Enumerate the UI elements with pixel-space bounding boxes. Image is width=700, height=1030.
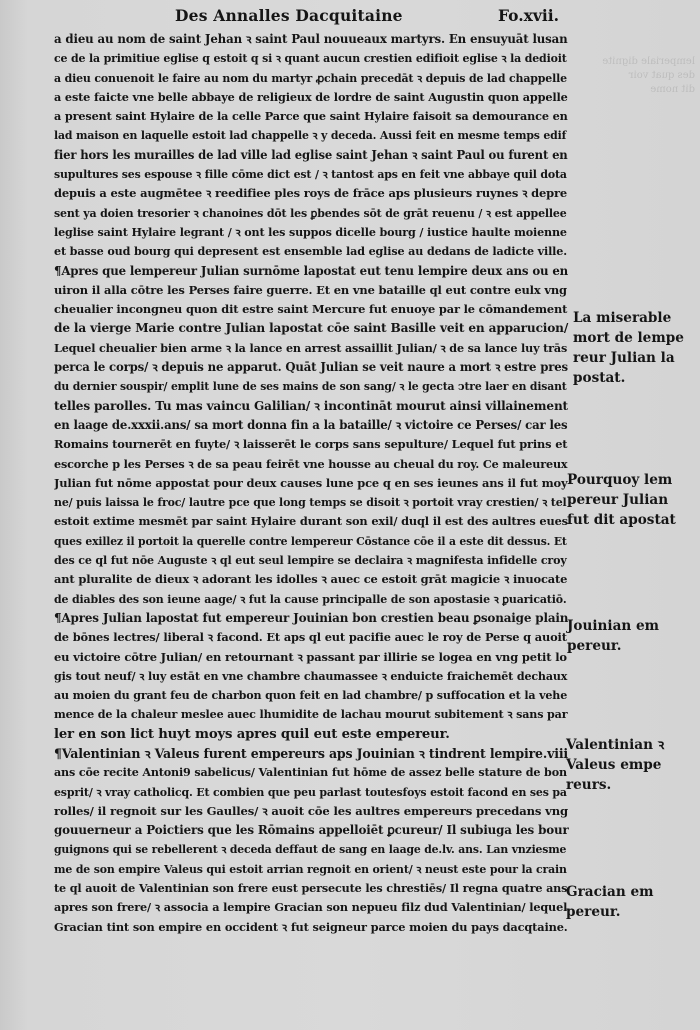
text-line: a dieu conuenoit le faire au nom du martyr ꝓchain precedāt ꝛ depuis de lad chappelle <box>54 71 567 85</box>
text-line: a este faicte vne belle abbaye de religieux de lordre de saint Augustin quon appelle <box>54 89 568 104</box>
margin-note-line: Gracian em <box>566 884 654 900</box>
margin-note-line: pereur Julian <box>567 492 669 508</box>
text-line: escorche p les Perses ꝛ de sa peau feirēt vne housse au cheual du roy. Ce maleureux <box>54 456 568 471</box>
running-title: Des Annalles Dacquitaine <box>175 6 403 25</box>
margin-note-line: pereur. <box>567 638 622 654</box>
text-line: et basse oud bourg qui depresent est ensemble lad eglise au dedans de ladicte ville. <box>54 245 567 259</box>
text-line: de diables des son ieune aage/ ꝛ fut la cause principalle de son apostasie ꝛ ꝑuaricatiō. <box>54 592 567 606</box>
text-line: de bōnes lectres/ liberal ꝛ facond. Et aps ql eut pacifie auec le roy de Perse q auoit <box>54 630 567 645</box>
text-line: Romains tournerēt en fuyte/ ꝛ laisserēt le corps sans sepulture/ Lequel fut prins et <box>54 437 568 452</box>
text-line: a present saint Hylaire de la celle Parce que saint Hylaire faisoit sa demourance en <box>54 109 568 124</box>
text-line: ne/ puis laissa le froc/ lautre pce que long temps se disoit ꝛ portoit vray crestien/ ꝛ tel <box>54 496 567 510</box>
text-line: ler en son lict huyt moys apres quil eut este empereur. <box>54 726 450 742</box>
text-line: leglise saint Hylaire legrant / ꝛ ont les suppos dicelle bourg / iustice haulte moienne <box>54 225 567 239</box>
margin-note-line: La miserable <box>573 310 672 326</box>
text-line: ans cōe recite Antoni9 sabelicus/ Valentinian fut hōme de assez belle stature de bon <box>54 766 567 780</box>
text-line: a dieu au nom de saint Jehan ꝛ saint Paul nouueaux martyrs. En ensuyuāt lusan <box>54 32 568 46</box>
margin-note-valentinian <box>566 735 686 795</box>
text-line: de la vierge Marie contre Julian lapostat cōe saint Basille veit en apparucion/ <box>54 321 569 336</box>
text-line: perca le corps/ ꝛ depuis ne apparut. Quāt Julian se veit naure a mort ꝛ estre pres <box>54 360 568 375</box>
main-text-column <box>54 30 569 937</box>
text-line: apres son frere/ ꝛ associa a lempire Gracian son nepueu filz dud Valentinian/ lequel <box>54 900 568 915</box>
text-line: supultures ses espouse ꝛ fille cōme dict est / ꝛ tantost aps en feit vne abbaye quil dota <box>54 168 567 182</box>
margin-note-line: reur Julian la <box>573 350 675 366</box>
text-line: ques exillez il portoit la querelle contre lempereur Cōstance cōe il a este dit dessus. Et <box>54 534 567 548</box>
margin-note-line: Valentinian ꝛ <box>566 737 665 753</box>
text-line: du dernier souspir/ emplit lune de ses mains de son sang/ ꝛ le gecta ↄtre laer en disant <box>54 380 567 394</box>
margin-note-line: Valeus empe <box>566 757 662 773</box>
margin-note-line: Jouinian em <box>567 618 660 634</box>
text-line: sent ya doien tresorier ꝛ chanoines dōt les ꝑbendes sōt de grāt reuenu / ꝛ est appellee <box>54 206 567 220</box>
margin-note-gratian <box>566 882 686 922</box>
text-line: gis tout neuf/ ꝛ luy estāt en vne chambre chaumassee ꝛ enduicte fraichemēt dechaux <box>54 669 568 683</box>
text-line: depuis a este augmētee ꝛ reedifiee ples roys de frāce aps plusieurs ruynes ꝛ depre <box>54 186 568 201</box>
text-line: des ce ql fut nōe Auguste ꝛ ql eut seul lempire se declaira ꝛ magnifesta infidelle croy <box>54 554 567 568</box>
text-line: Lequel cheualier bien arme ꝛ la lance en arrest assaillit Julian/ ꝛ de sa lance luy trās <box>54 341 568 355</box>
text-line: ¶Valentinian ꝛ Valeus furent empereurs aps Jouinian ꝛ tindrent lempire.viii <box>54 745 569 761</box>
text-line: esprit/ ꝛ vray catholicq. Et combien que peu parlast toutesfoys estoit facond en ses pa <box>54 785 567 799</box>
text-line: ce de la primitiue eglise q estoit q si ꝛ quant aucun crestien edifioit eglise ꝛ la dedioit <box>54 52 567 66</box>
text-line: ¶Apres que lempereur Julian surnōme lapostat eut tenu lempire deux ans ou en <box>54 263 569 278</box>
text-line: ¶Apres Julian lapostat fut empereur Jouinian bon crestien beau ꝑsonaige plain <box>54 610 569 625</box>
margin-note-line: reurs. <box>566 777 612 793</box>
text-line: ant pluralite de dieux ꝛ adorant les idolles ꝛ auec ce estoit grāt magicie ꝛ inuocate <box>54 572 568 587</box>
text-line: au moien du grant feu de charbon quon feit en lad chambre/ p suffocation et la vehe <box>54 689 568 703</box>
text-line: gouuerneur a Poictiers que les Rōmains appelloiēt ꝑcureur/ Il subiuga les bour <box>54 823 569 838</box>
margin-note-line: Pourquoy lem <box>567 472 673 488</box>
margin-note-why-apostate <box>567 470 687 530</box>
text-line: en laage de.xxxii.ans/ sa mort donna fin a la bataille/ ꝛ victoire ce Perses/ car les <box>54 417 568 432</box>
page-header <box>0 2 700 26</box>
text-line: Julian fut nōme appostat pour deux causes lune pce q en ses ieunes ans il fut moy <box>54 475 568 490</box>
text-line: mence de la chaleur meslee auec lhumidite de lachau mourut subitement ꝛ sans par <box>54 708 568 722</box>
margin-note-line: fut dit apostat <box>567 512 676 528</box>
text-line: me de son empire Valeus qui estoit arrian regnoit en orient/ ꝛ neust este pour la crain <box>54 862 567 876</box>
text-line: lad maison en laquelle estoit lad chappelle ꝛ y deceda. Aussi feit en mesme temps edif <box>54 129 567 143</box>
text-line: rolles/ il regnoit sur les Gaulles/ ꝛ auoit cōe les aultres empereurs precedans vng <box>54 803 568 818</box>
text-line: cheualier incongneu quon dit estre saint Mercure fut enuoye par le cōmandement <box>54 302 568 317</box>
text-line: uiron il alla cōtre les Perses faire guerre. Et en vne bataille ql eut contre eulx vng <box>54 282 567 297</box>
margin-note-julian-death <box>573 308 693 388</box>
text-line: te ql auoit de Valentinian son frere eust persecute les chrestiēs/ Il regna quatre ans <box>54 881 568 896</box>
margin-note-jovinian <box>567 616 687 656</box>
text-line: guignons qui se rebellerent ꝛ deceda deffaut de sang en laage de.lv. ans. Lan vnziesme <box>54 843 567 857</box>
text-line: telles parolles. Tu mas vaincu Galilian/ ꝛ incontināt mourut ainsi villainement <box>54 398 568 413</box>
text-line: estoit extime mesmēt par saint Hylaire durant son exil/ duql il est des aultres eues <box>54 514 568 529</box>
margin-note-line: mort de lempe <box>573 330 684 346</box>
text-line: eu victoire cōtre Julian/ en retournant ꝛ passant par illirie se logea en vng petit lo <box>54 649 567 664</box>
margin-note-line: postat. <box>573 370 626 386</box>
text-line: fier hors les murailles de lad ville lad eglise saint Jehan ꝛ saint Paul ou furent en <box>54 147 568 162</box>
text-line: Gracian tint son empire en occident ꝛ fut seigneur parce moien du pays dacqtaine. <box>54 919 568 934</box>
folio-number: Fo.xvii. <box>498 6 560 25</box>
show-through-text: lemperiale dignite des quat voir dit nome <box>602 56 695 95</box>
margin-note-line: pereur. <box>566 904 621 920</box>
